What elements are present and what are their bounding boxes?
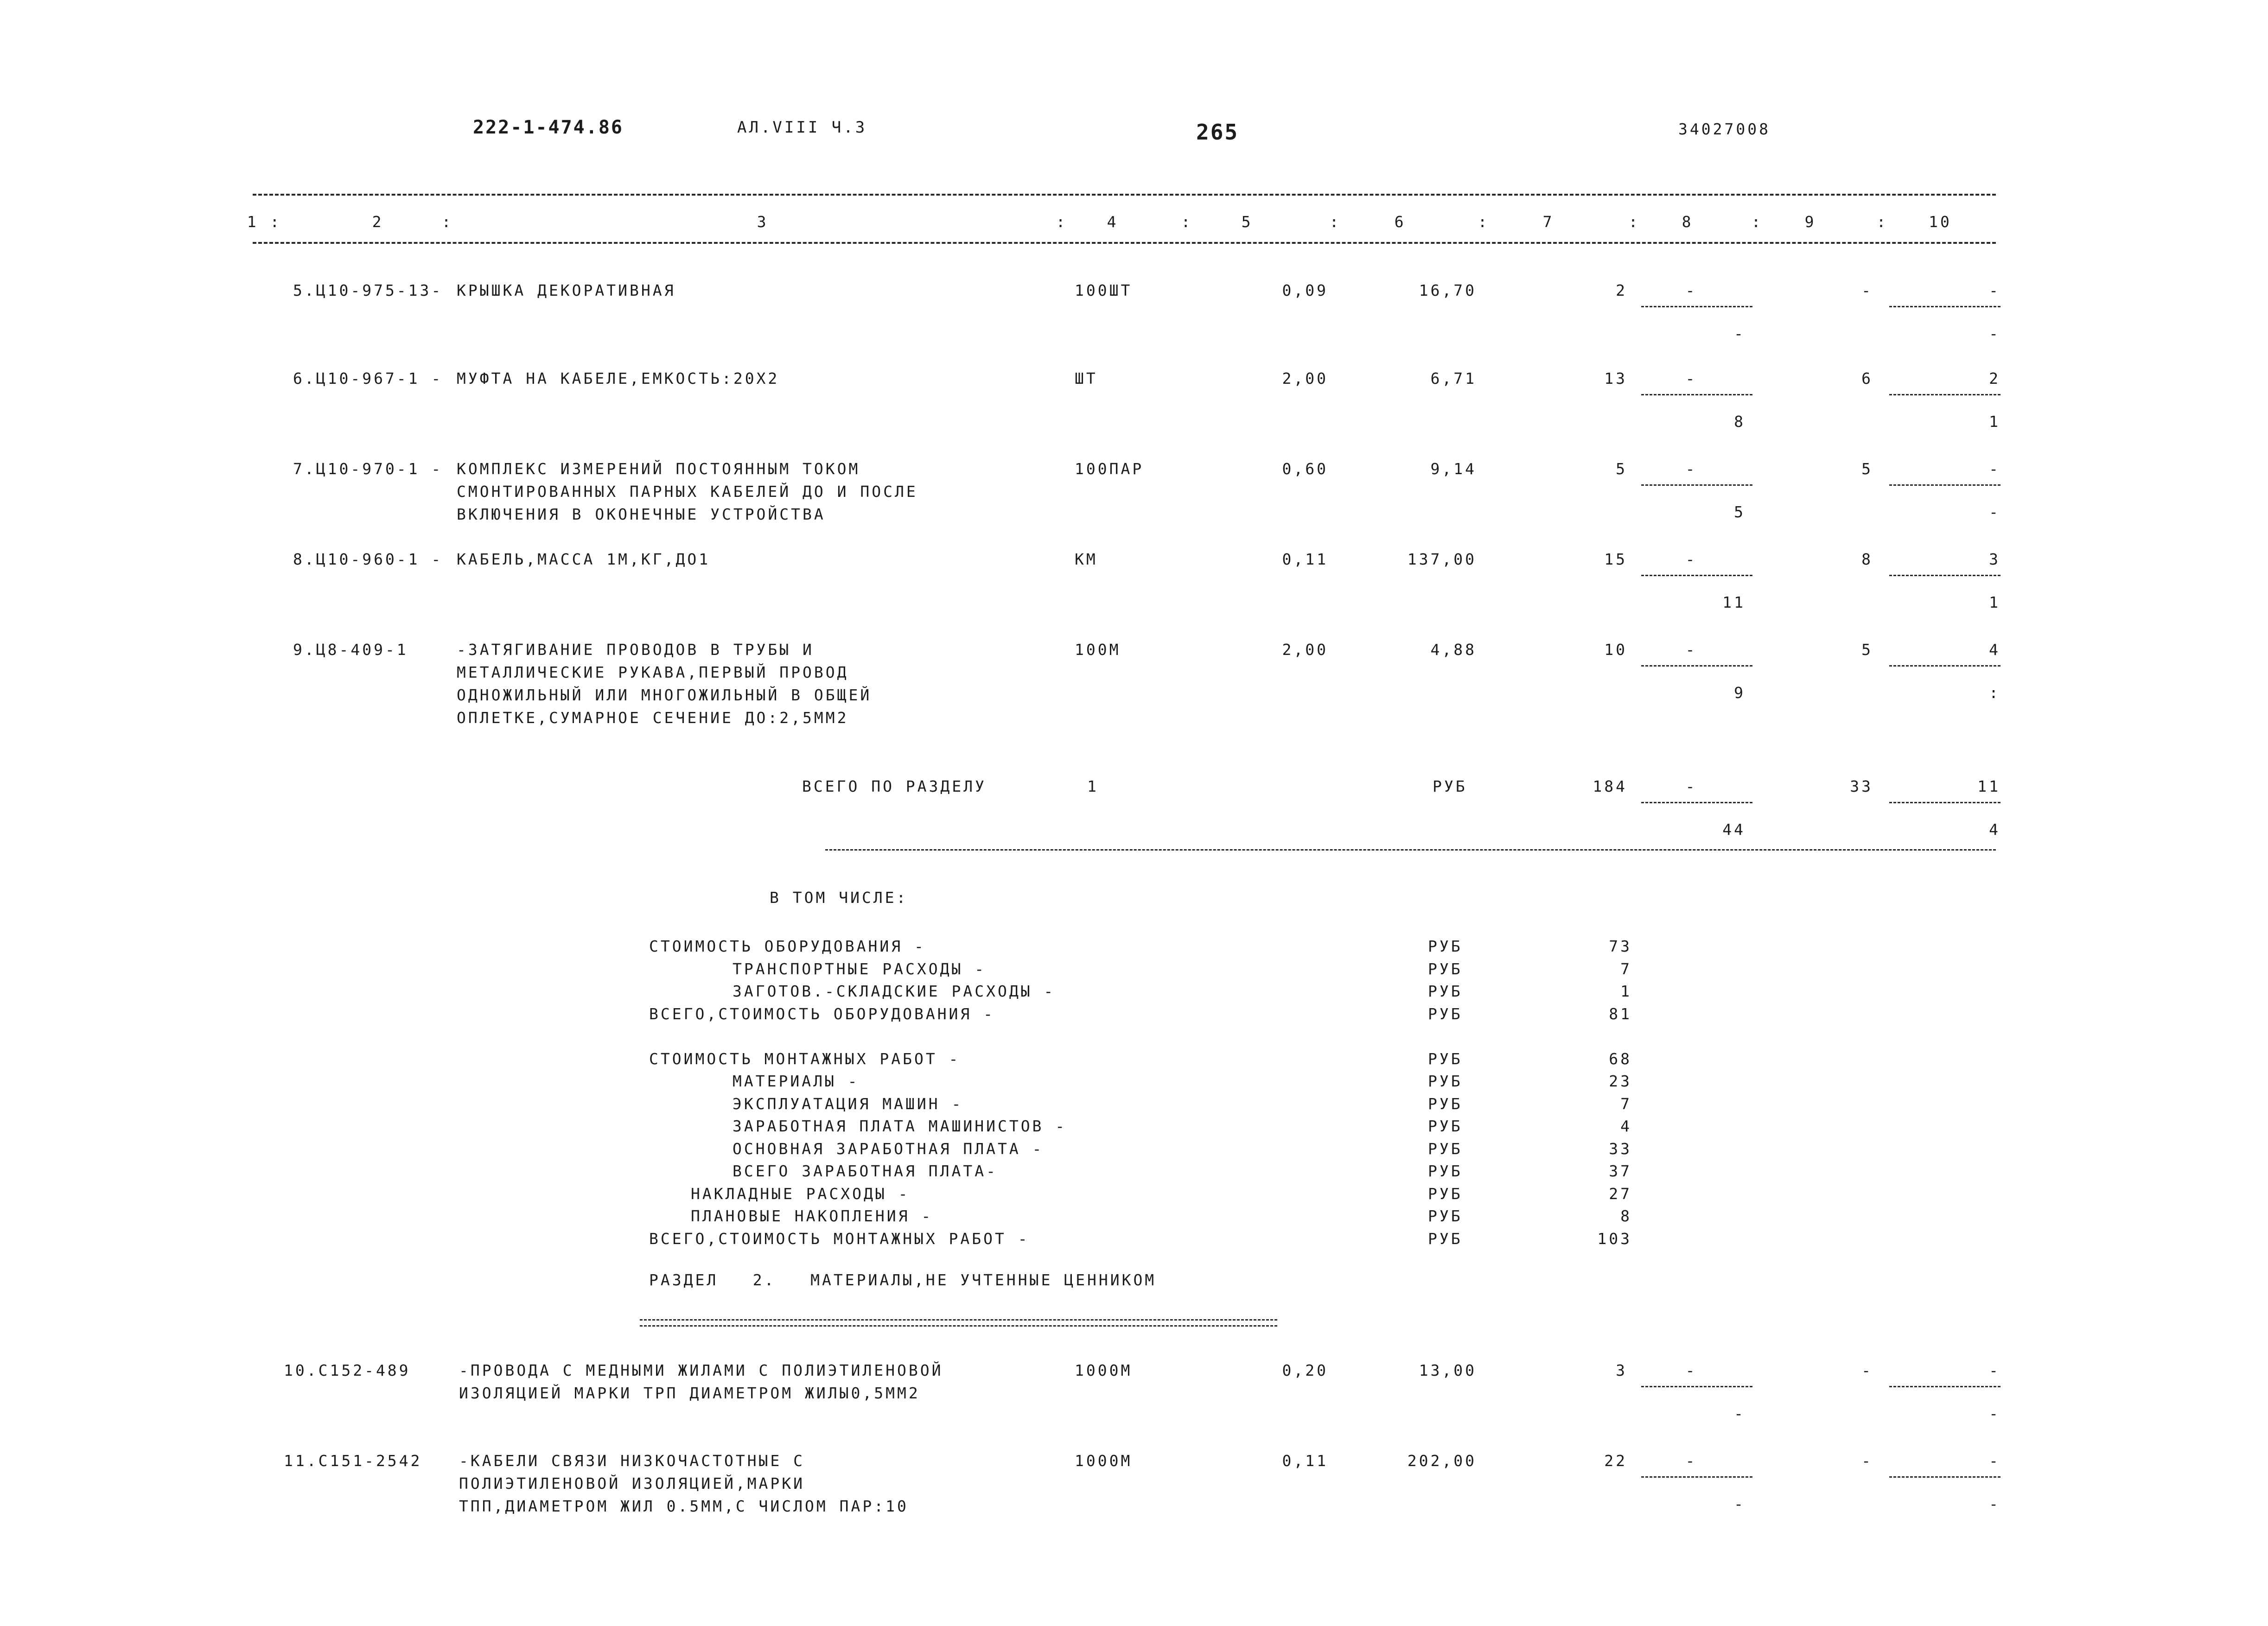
item-col8-rule (1641, 575, 1752, 576)
section-total-col8-bottom: 44 (1722, 820, 1746, 838)
item-quantity: 0,09 (1282, 281, 1328, 299)
item-unit-price: 9,14 (1430, 460, 1477, 478)
item-col9: 5 (1861, 641, 1873, 659)
item-total: 2 (1616, 281, 1627, 299)
item-col10-bottom: 1 (1989, 593, 2000, 611)
item-col8-rule (1641, 1386, 1752, 1387)
section-total-col10-rule (1889, 802, 2000, 803)
column-separator: : (441, 213, 453, 231)
item-col8-top: - (1685, 1361, 1697, 1379)
item-code: 10.С152-489 (284, 1361, 411, 1379)
item-col10-bottom: - (1989, 324, 2000, 343)
item-total: 15 (1604, 550, 1627, 568)
document-code: 222-1-474.86 (473, 117, 624, 138)
breakdown-value: 4 (1620, 1117, 1632, 1135)
breakdown-value: 81 (1609, 1004, 1632, 1023)
item-col10-rule (1889, 306, 2000, 307)
page-number: 265 (1196, 120, 1239, 145)
item-col10-top: - (1989, 1361, 2000, 1379)
item-description-line: ОПЛЕТКЕ,СУМАРНОЕ СЕЧЕНИЕ ДО:2,5ММ2 (457, 709, 849, 727)
item-code: 11.С151-2542 (284, 1452, 422, 1470)
item-col8-bottom: 8 (1734, 413, 1746, 431)
breakdown-unit: РУБ (1428, 1117, 1463, 1135)
item-code: 8.Ц10-960-1 - (293, 550, 443, 568)
breakdown-value: 8 (1620, 1207, 1632, 1225)
section-total-label: ВСЕГО ПО РАЗДЕЛУ (802, 777, 987, 795)
item-quantity: 0,20 (1282, 1361, 1328, 1379)
item-total: 10 (1604, 641, 1627, 659)
item-description-line: ИЗОЛЯЦИЕЙ МАРКИ ТРП ДИАМЕТРОМ ЖИЛЫ0,5ММ2 (459, 1384, 920, 1402)
item-col10-bottom: - (1989, 1404, 2000, 1423)
item-quantity: 0,11 (1282, 550, 1328, 568)
breakdown-label: ЗАГОТОВ.-СКЛАДСКИЕ РАСХОДЫ - (733, 982, 1056, 1000)
breakdown-label: ВСЕГО,СТОИМОСТЬ ОБОРУДОВАНИЯ - (649, 1004, 995, 1023)
item-total: 3 (1616, 1361, 1627, 1379)
item-quantity: 0,11 (1282, 1452, 1328, 1470)
item-description-line: ТПП,ДИАМЕТРОМ ЖИЛ 0.5ММ,С ЧИСЛОМ ПАР:10 (459, 1497, 909, 1515)
item-code: 7.Ц10-970-1 - (293, 460, 443, 478)
item-col8-bottom: - (1734, 1404, 1746, 1423)
item-description-line: МУФТА НА КАБЕЛЕ,ЕМКОСТЬ:20Х2 (457, 369, 780, 387)
column-number: 5 (1241, 213, 1253, 231)
item-total: 13 (1604, 369, 1627, 387)
breakdown-unit: РУБ (1428, 937, 1463, 955)
item-col9: 8 (1861, 550, 1873, 568)
item-total: 22 (1604, 1452, 1627, 1470)
item-col10-top: - (1989, 460, 2000, 478)
column-separator: : (1329, 213, 1341, 231)
column-number: 8 (1682, 213, 1694, 231)
item-unit-price: 6,71 (1430, 369, 1477, 387)
column-number: 1 : (247, 213, 282, 231)
item-unit: 100ПАР (1075, 460, 1144, 478)
breakdown-unit: РУБ (1428, 1094, 1463, 1113)
item-description-line: ПОЛИЭТИЛЕНОВОЙ ИЗОЛЯЦИЕЙ,МАРКИ (459, 1474, 805, 1493)
section-total-rule (825, 849, 1996, 851)
breakdown-unit: РУБ (1428, 982, 1463, 1000)
item-col9: - (1861, 281, 1873, 299)
breakdown-value: 37 (1609, 1162, 1632, 1180)
item-col10-bottom: - (1989, 503, 2000, 521)
item-total: 5 (1616, 460, 1627, 478)
item-col8-top: - (1685, 281, 1697, 299)
column-number: 9 (1804, 213, 1816, 231)
item-unit-price: 137,00 (1407, 550, 1477, 568)
item-col8-bottom: 9 (1734, 684, 1746, 702)
column-number: 6 (1394, 213, 1406, 231)
breakdown-unit: РУБ (1428, 1207, 1463, 1225)
item-code: 5.Ц10-975-13- (293, 281, 443, 299)
breakdown-value: 73 (1609, 937, 1632, 955)
breakdown-value: 68 (1609, 1049, 1632, 1068)
section-total-value: 184 (1593, 777, 1627, 795)
item-quantity: 2,00 (1282, 641, 1328, 659)
breakdown-unit: РУБ (1428, 1229, 1463, 1248)
breakdown-unit: РУБ (1428, 1072, 1463, 1090)
item-quantity: 2,00 (1282, 369, 1328, 387)
breakdown-label: ОСНОВНАЯ ЗАРАБОТНАЯ ПЛАТА - (733, 1139, 1044, 1158)
breakdown-unit: РУБ (1428, 1162, 1463, 1180)
item-unit: КМ (1075, 550, 1098, 568)
item-unit-price: 202,00 (1407, 1452, 1477, 1470)
section-total-number: 1 (1087, 777, 1099, 795)
item-col10-rule (1889, 1386, 2000, 1387)
column-separator: : (1478, 213, 1490, 231)
breakdown-value: 33 (1609, 1139, 1632, 1158)
album-label: АЛ.VIII Ч.3 (737, 118, 867, 137)
section-2-title: РАЗДЕЛ 2. МАТЕРИАЛЫ,НЕ УЧТЕННЫЕ ЦЕННИКОМ (649, 1271, 1157, 1289)
item-col8-rule (1641, 306, 1752, 307)
section-total-col10-bottom: 4 (1989, 820, 2000, 838)
item-unit: 1000М (1075, 1361, 1133, 1379)
item-col10-top: - (1989, 1452, 2000, 1470)
breakdown-label: ТРАНСПОРТНЫЕ РАСХОДЫ - (733, 959, 987, 978)
section-total-col9: 33 (1850, 777, 1873, 795)
breakdown-value: 1 (1620, 982, 1632, 1000)
item-col8-top: - (1685, 460, 1697, 478)
item-col10-top: - (1989, 281, 2000, 299)
item-col9: - (1861, 1361, 1873, 1379)
item-col8-top: - (1685, 1452, 1697, 1470)
item-description-line: МЕТАЛЛИЧЕСКИЕ РУКАВА,ПЕРВЫЙ ПРОВОД (457, 663, 849, 681)
item-code: 6.Ц10-967-1 - (293, 369, 443, 387)
item-col10-top: 4 (1989, 641, 2000, 659)
breakdown-unit: РУБ (1428, 1184, 1463, 1203)
column-separator: : (1751, 213, 1763, 231)
column-number: 4 (1107, 213, 1119, 231)
item-col9: 6 (1861, 369, 1873, 387)
item-description-line: КАБЕЛЬ,МАССА 1М,КГ,ДО1 (457, 550, 711, 568)
section-total-col8-top: - (1685, 777, 1697, 795)
breakdown-label: НАКЛАДНЫЕ РАСХОДЫ - (691, 1184, 910, 1203)
column-number: 3 (757, 213, 769, 231)
breakdown-value: 7 (1620, 1094, 1632, 1113)
breakdown-label: СТОИМОСТЬ МОНТАЖНЫХ РАБОТ - (649, 1049, 961, 1068)
breakdown-unit: РУБ (1428, 959, 1463, 978)
item-description-line: -ЗАТЯГИВАНИЕ ПРОВОДОВ В ТРУБЫ И (457, 641, 814, 659)
item-description-line: СМОНТИРОВАННЫХ ПАРНЫХ КАБЕЛЕЙ ДО И ПОСЛЕ (457, 483, 918, 501)
item-col8-bottom: 5 (1734, 503, 1746, 521)
item-col10-bottom: - (1989, 1495, 2000, 1513)
table-top-rule (253, 194, 1996, 196)
section-total-col10-top: 11 (1977, 777, 2000, 795)
column-number: 10 (1929, 213, 1952, 231)
breakdown-value: 7 (1620, 959, 1632, 978)
item-unit: 100М (1075, 641, 1121, 659)
item-col8-rule (1641, 484, 1752, 486)
item-code: 9.Ц8-409-1 (293, 641, 408, 659)
item-col9: - (1861, 1452, 1873, 1470)
breakdown-unit: РУБ (1428, 1139, 1463, 1158)
item-col8-bottom: - (1734, 324, 1746, 343)
item-quantity: 0,60 (1282, 460, 1328, 478)
item-col10-rule (1889, 665, 2000, 667)
item-col8-bottom: - (1734, 1495, 1746, 1513)
breakdown-value: 27 (1609, 1184, 1632, 1203)
item-col8-top: - (1685, 369, 1697, 387)
item-col8-top: - (1685, 550, 1697, 568)
item-col10-bottom: 1 (1989, 413, 2000, 431)
document-number: 34027008 (1678, 120, 1771, 138)
section-2-double-rule (640, 1319, 1277, 1327)
item-description-line: КРЫШКА ДЕКОРАТИВНАЯ (457, 281, 676, 299)
item-col10-rule (1889, 575, 2000, 576)
breakdown-label: ЗАРАБОТНАЯ ПЛАТА МАШИНИСТОВ - (733, 1117, 1067, 1135)
column-separator: : (1181, 213, 1193, 231)
breakdown-value: 23 (1609, 1072, 1632, 1090)
breakdown-label: МАТЕРИАЛЫ - (733, 1072, 860, 1090)
item-description-line: -КАБЕЛИ СВЯЗИ НИЗКОЧАСТОТНЫЕ С (459, 1452, 805, 1470)
item-col8-rule (1641, 1476, 1752, 1478)
item-unit: 100ШТ (1075, 281, 1133, 299)
column-separator: : (1056, 213, 1068, 231)
column-separator: : (1628, 213, 1640, 231)
breakdown-label: ПЛАНОВЫЕ НАКОПЛЕНИЯ - (691, 1207, 933, 1225)
item-unit-price: 13,00 (1419, 1361, 1477, 1379)
item-col10-top: 3 (1989, 550, 2000, 568)
breakdown-unit: РУБ (1428, 1004, 1463, 1023)
item-unit-price: 4,88 (1430, 641, 1477, 659)
section-total-col8-rule (1641, 802, 1752, 803)
item-col10-top: 2 (1989, 369, 2000, 387)
item-description-line: ОДНОЖИЛЬНЫЙ ИЛИ МНОГОЖИЛЬНЫЙ В ОБЩЕЙ (457, 686, 872, 704)
breakdown-unit: РУБ (1428, 1049, 1463, 1068)
item-col10-rule (1889, 1476, 2000, 1478)
item-unit-price: 16,70 (1419, 281, 1477, 299)
breakdown-value: 103 (1597, 1229, 1632, 1248)
item-col10-bottom: : (1989, 684, 2000, 702)
item-col8-bottom: 11 (1722, 593, 1746, 611)
item-description-line: КОМПЛЕКС ИЗМЕРЕНИЙ ПОСТОЯННЫМ ТОКОМ (457, 460, 860, 478)
breakdown-label: ВСЕГО,СТОИМОСТЬ МОНТАЖНЫХ РАБОТ - (649, 1229, 1030, 1248)
item-unit: 1000М (1075, 1452, 1133, 1470)
item-col10-rule (1889, 394, 2000, 395)
column-separator: : (1876, 213, 1888, 231)
item-col8-rule (1641, 665, 1752, 667)
item-col10-rule (1889, 484, 2000, 486)
column-number: 7 (1542, 213, 1554, 231)
column-number: 2 (372, 213, 384, 231)
item-col9: 5 (1861, 460, 1873, 478)
including-label: В ТОМ ЧИСЛЕ: (770, 889, 908, 907)
item-col8-rule (1641, 394, 1752, 395)
item-description-line: ВКЛЮЧЕНИЯ В ОКОНЕЧНЫЕ УСТРОЙСТВА (457, 505, 826, 523)
item-col8-top: - (1685, 641, 1697, 659)
column-number-rule (253, 242, 1996, 244)
breakdown-label: ЭКСПЛУАТАЦИЯ МАШИН - (733, 1094, 963, 1113)
breakdown-label: СТОИМОСТЬ ОБОРУДОВАНИЯ - (649, 937, 926, 955)
breakdown-label: ВСЕГО ЗАРАБОТНАЯ ПЛАТА- (733, 1162, 998, 1180)
section-total-unit: РУБ (1433, 777, 1467, 795)
item-description-line: -ПРОВОДА С МЕДНЫМИ ЖИЛАМИ С ПОЛИЭТИЛЕНОВОЙ (459, 1361, 943, 1379)
item-unit: ШТ (1075, 369, 1098, 387)
